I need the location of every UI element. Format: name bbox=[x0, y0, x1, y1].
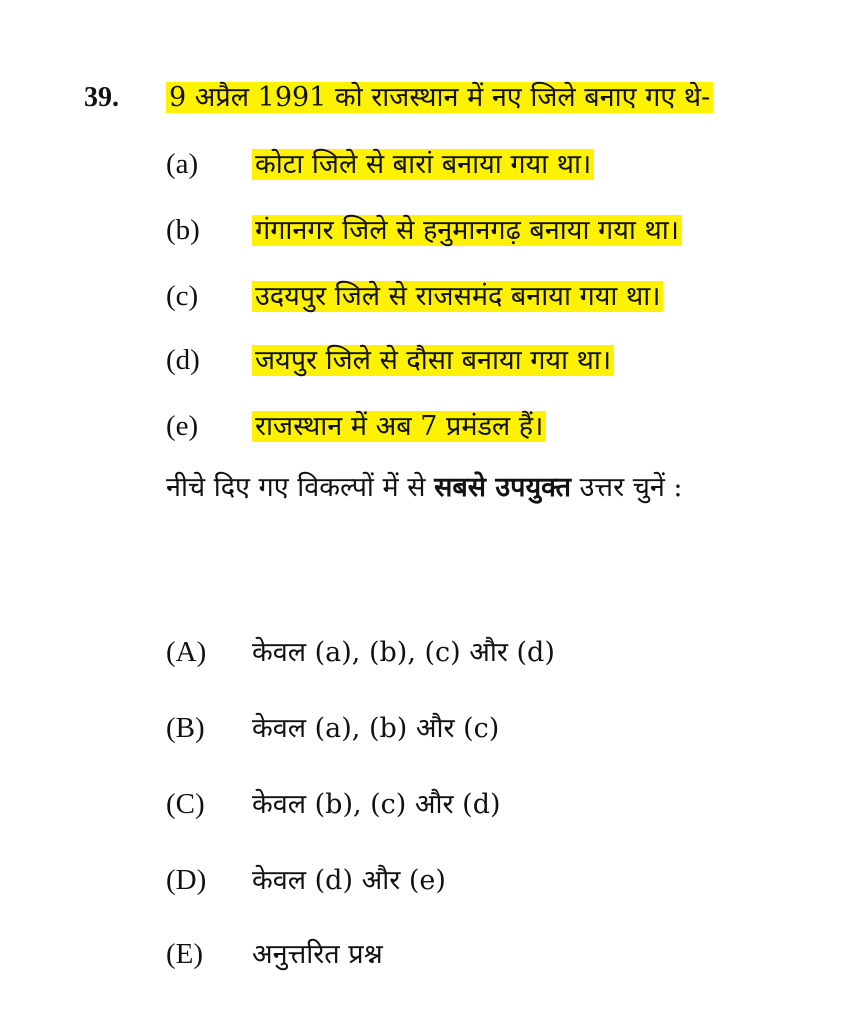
option-e[interactable] bbox=[166, 936, 383, 973]
statement-label: (e) bbox=[166, 410, 199, 442]
statement-text: कोटा जिले से बारां बनाया गया था। bbox=[252, 149, 594, 180]
option-d[interactable] bbox=[166, 862, 446, 899]
option-label: (E) bbox=[166, 938, 204, 970]
option-text: केवल (a), (b), (c) और (d) bbox=[252, 637, 555, 668]
instruction bbox=[166, 470, 683, 506]
statement-text: उदयपुर जिले से राजसमंद बनाया गया था। bbox=[252, 281, 663, 312]
instruction-suffix: उत्तर चुनें : bbox=[571, 472, 683, 503]
option-text: केवल (b), (c) और (d) bbox=[252, 789, 501, 820]
statement-text: राजस्थान में अब 7 प्रमंडल हैं। bbox=[252, 411, 546, 442]
option-label: (D) bbox=[166, 864, 207, 896]
option-label: (C) bbox=[166, 788, 205, 820]
statement-label: (c) bbox=[166, 280, 199, 312]
option-b[interactable] bbox=[166, 710, 499, 747]
statement-c bbox=[166, 278, 663, 315]
option-c[interactable] bbox=[166, 786, 501, 823]
option-label: (B) bbox=[166, 712, 205, 744]
statement-d bbox=[166, 342, 614, 379]
option-a[interactable] bbox=[166, 634, 555, 671]
statement-label: (a) bbox=[166, 148, 199, 180]
statement-label: (b) bbox=[166, 214, 200, 246]
statement-text: गंगानगर जिले से हनुमानगढ़ बनाया गया था। bbox=[252, 215, 682, 246]
statement-text: जयपुर जिले से दौसा बनाया गया था। bbox=[252, 345, 614, 376]
option-text: केवल (d) और (e) bbox=[252, 865, 446, 896]
question-number: 39. bbox=[84, 82, 119, 113]
statement-a bbox=[166, 146, 594, 183]
statement-e bbox=[166, 408, 546, 445]
option-label: (A) bbox=[166, 636, 207, 668]
question-stem-text: 9 अप्रैल 1991 को राजस्थान में नए जिले बनाए गए थे- bbox=[166, 82, 713, 113]
statement-label: (d) bbox=[166, 344, 200, 376]
option-text: केवल (a), (b) और (c) bbox=[252, 713, 500, 744]
statement-b bbox=[166, 212, 682, 249]
option-text: अनुत्तरित प्रश्न bbox=[252, 939, 383, 970]
instruction-prefix: नीचे दिए गए विकल्पों में से bbox=[166, 472, 435, 503]
question-stem bbox=[166, 80, 713, 116]
instruction-bold: सबसे उपयुक्त bbox=[434, 472, 572, 503]
